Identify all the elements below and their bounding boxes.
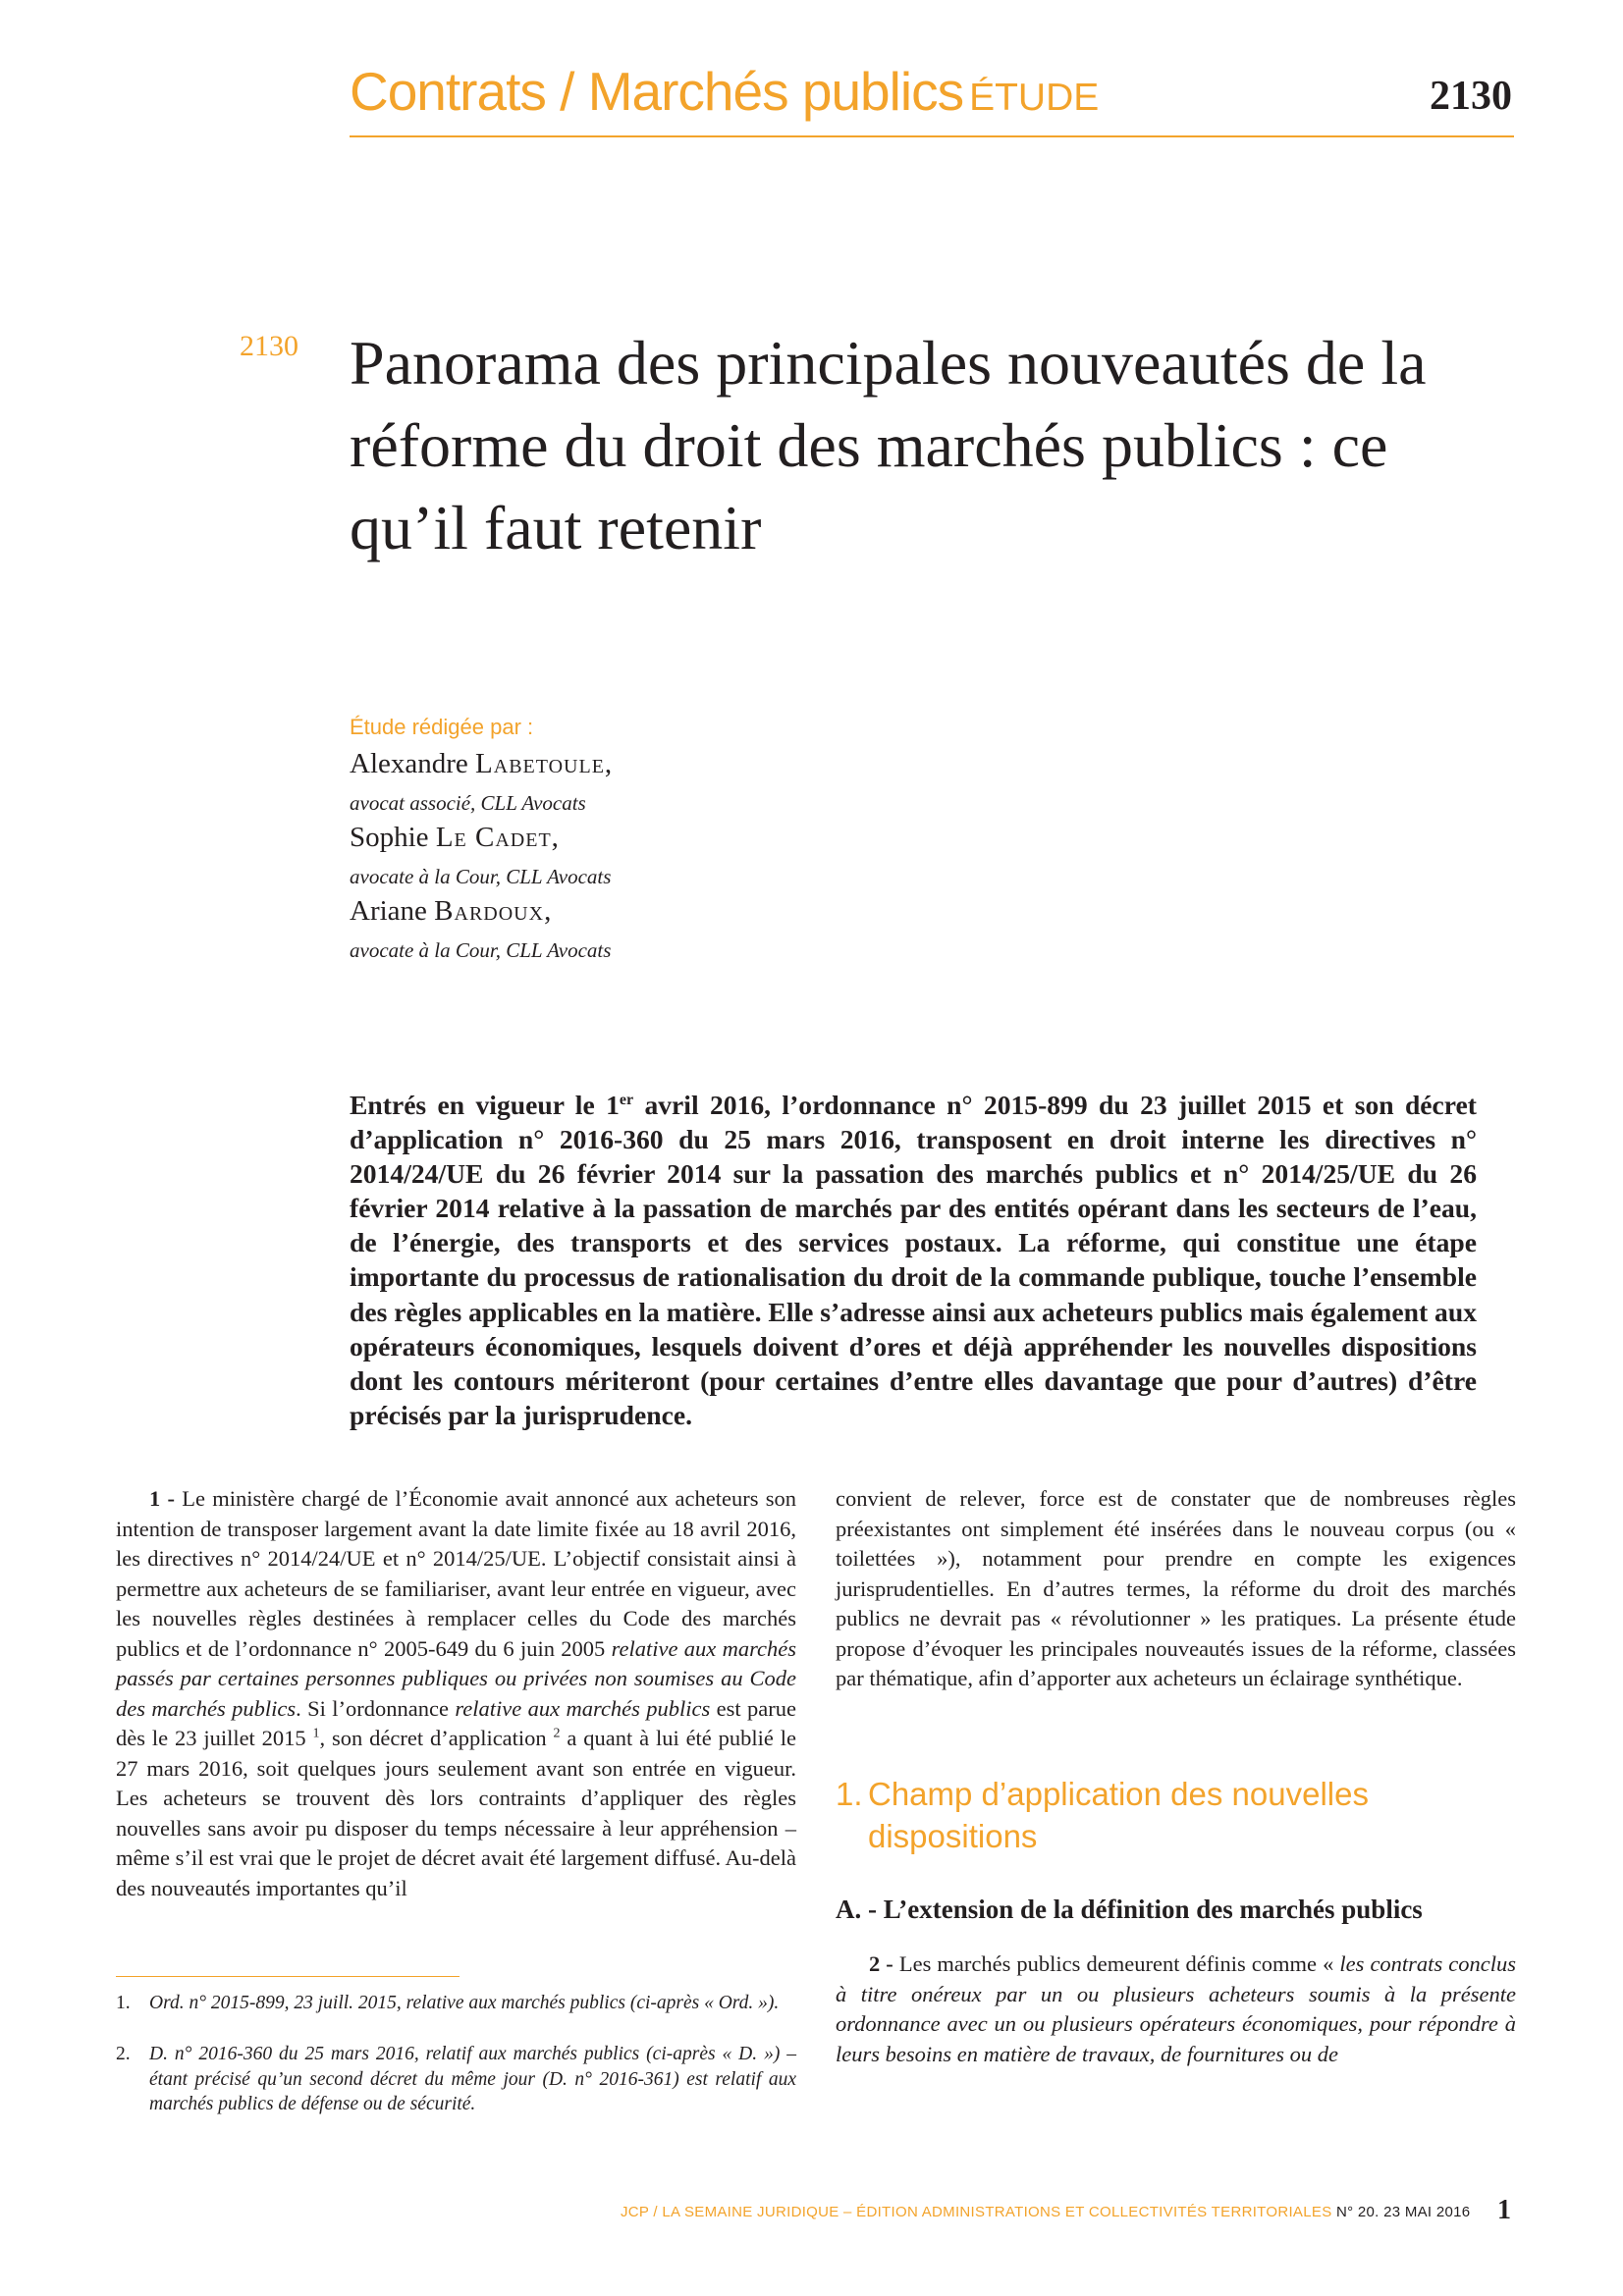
paragraph-1 — [116, 1484, 796, 1903]
header-article-number: 2130 — [1430, 74, 1512, 119]
author-first-name: Alexandre — [350, 748, 468, 779]
footnote-number: 1. — [116, 1993, 131, 2013]
paragraph-text: . Si l’ordonnance — [296, 1695, 456, 1721]
paragraph-text: , son décret d’application — [319, 1726, 554, 1750]
section-heading — [836, 1773, 1516, 1857]
page-footer — [621, 2204, 1470, 2220]
footnote-text: Ord. n° 2015-899, 23 juill. 2015, relative aux marchés publics (ci-après « Ord. »). — [149, 1993, 780, 2013]
paragraph-italic: les contrats conclus à titre onéreux par un ou plusieurs acheteurs soumis à la présente ordonnance avec un ou plusieurs opérateurs économiques, pour répondre à leurs besoins en matière de travaux, de fournitures ou de — [836, 1951, 1516, 2066]
body-column-right — [836, 1484, 1516, 1694]
author-name: Sophie Le Cadet, — [350, 822, 559, 853]
paragraph-text: a quant à lui été publié le 27 mars 2016, soit quelques jours seulement avant son entrée en vigueur. Les acheteurs se trouvent dès lors contraints d’appliquer des règles nouvelles sans avoir pu disposer du temps nécessaire à leur appréhension – même s’il est vrai que le projet de décret avait été largement diffusé. Au-delà des nouveautés importantes qu’il — [116, 1726, 796, 1900]
footnote-ref[interactable]: 2 — [553, 1726, 561, 1741]
author-role: avocate à la Cour, CLL Avocats — [350, 865, 612, 888]
footnote-text: D. n° 2016-360 du 25 mars 2016, relatif aux marchés publics (ci-après « D. ») – étant précisé qu’un second décret du même jour (D. n° 2016-361) est relatif aux marchés publics de défense ou de sécurité. — [149, 2044, 796, 2114]
section-title-line: Champ d’application des nouvelles — [868, 1776, 1369, 1812]
paragraph-number: 2 - — [869, 1951, 893, 1976]
footnote-ref[interactable]: 1 — [312, 1726, 320, 1741]
abstract-text: avril 2016, l’ordonnance n° 2015-899 du 23 juillet 2015 et son décret d’application n° 2016-360 du 25 mars 2016, transposent en droit interne les directives n° 2014/24/UE du 26 février 2014 sur la passation des marchés publics et n° 2014/25/UE du 26 février 2014 relative à la passation de marchés par des entités opérant dans les secteurs de l’eau, de l’énergie, des transports et des services postaux. La réforme, qui constitue une étape importante du processus de rationalisation du droit de la commande publique, touche l’ensemble des règles applicables en la matière. Elle s’adresse ainsi aux acheteurs publics mais également aux opérateurs économiques, lesquels doivent d’ores et déjà appréhender les nouvelles dispositions dont les contours mériteront (pour certaines d’entre elles davantage que pour d’autres) d’être précisés par la jurisprudence. — [350, 1090, 1477, 1430]
abstract-superscript: er — [619, 1091, 634, 1108]
abstract — [350, 1088, 1477, 1432]
journal-name: JCP / LA SEMAINE JURIDIQUE – ÉDITION ADMINISTRATIONS ET COLLECTIVITÉS TERRITORIALES — [621, 2204, 1332, 2220]
header-divider — [350, 135, 1514, 137]
paragraph-number: 1 - — [149, 1486, 175, 1511]
byline-label: Étude rédigée par : — [350, 715, 534, 739]
body-column-right-lower — [836, 1949, 1516, 2069]
article-title: Panorama des principales nouveautés de la réforme du droit des marchés publics : ce qu’il faut retenir — [350, 328, 1427, 562]
section-number: 1. — [836, 1776, 863, 1812]
author-last-name: Labetoule — [475, 748, 605, 779]
author-name: Ariane Bardoux, — [350, 895, 552, 927]
section-title: Contrats / Marchés publics — [350, 61, 964, 122]
subsection-heading: A. - L’extension de la définition des marchés publics — [836, 1895, 1423, 1924]
section-title-line: dispositions — [868, 1818, 1038, 1854]
author-first-name: Sophie — [350, 822, 429, 853]
paragraph-italic: relative aux marchés publics — [455, 1695, 711, 1721]
author-name: Alexandre Labetoule, — [350, 748, 613, 779]
author-role: avocate à la Cour, CLL Avocats — [350, 938, 612, 962]
article-number: 2130 — [240, 330, 298, 362]
footnote-divider — [116, 1976, 460, 1977]
author-last-name: Le Cadet — [435, 822, 552, 853]
paragraph-2 — [836, 1949, 1516, 2069]
paragraph-text: Le ministère chargé de l’Économie avait annoncé aux acheteurs son intention de transposer largement avant la date limite fixée au 18 avril 2016, les directives n° 2014/24/UE et n° 2014/25/UE. L’objectif consistait ainsi à permettre aux acheteurs de se familiariser, avant leur entrée en vigueur, avec les nouvelles règles destinées à remplacer celles du Code des marchés publics et de l’ordonnance n° 2005-649 du 6 juin 2005 — [116, 1486, 797, 1661]
author-last-name: Bardoux — [434, 895, 545, 927]
paragraph-text: Les marchés publics demeurent définis comme « — [893, 1951, 1340, 1976]
section-subtitle: ÉTUDE — [969, 77, 1100, 119]
paragraph-italic: relative aux marchés passés par certaines personnes publiques ou privées non soumises au Code des marchés publics — [116, 1635, 796, 1721]
issue-info: N° 20. 23 MAI 2016 — [1331, 2204, 1471, 2220]
footnote-number: 2. — [116, 2044, 131, 2064]
paragraph-text: est parue dès le 23 juillet 2015 — [116, 1695, 797, 1750]
page-number: 1 — [1497, 2195, 1511, 2225]
abstract-text: Entrés en vigueur le 1 — [350, 1090, 620, 1120]
running-header — [350, 57, 1099, 133]
footnote — [116, 1991, 796, 2016]
footnote — [116, 2042, 796, 2117]
body-column-left — [116, 1484, 796, 1903]
author-first-name: Ariane — [350, 895, 427, 927]
author-role: avocat associé, CLL Avocats — [350, 791, 586, 815]
paragraph-1-continued: convient de relever, force est de constater que de nombreuses règles préexistantes ont simplement été insérées dans le nouveau corpus (ou « toilettées »), notamment pour prendre en compte les exigences jurisprudentielles. En d’autres termes, la réforme du droit des marchés publics ne devrait pas « révolutionner » les pratiques. La présente étude propose d’évoquer les principales nouveautés issues de la réforme, classées par thématique, afin d’apporter aux acheteurs un éclairage synthétique. — [836, 1486, 1516, 1690]
